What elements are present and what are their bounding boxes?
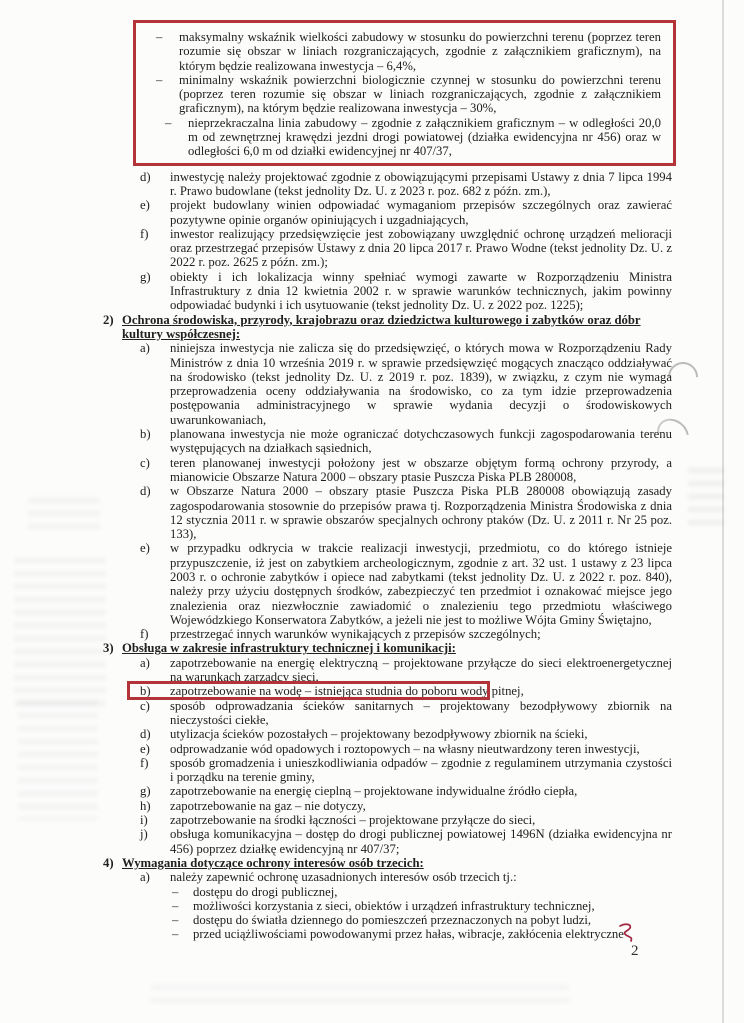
item-label: a) bbox=[140, 870, 150, 885]
item-label: f) bbox=[140, 226, 149, 241]
dash-bullet: – bbox=[172, 898, 179, 913]
item-label: e) bbox=[140, 541, 150, 556]
dash-bullet: – bbox=[156, 30, 163, 44]
list-item bbox=[172, 927, 672, 941]
list-item bbox=[140, 427, 672, 456]
section-number: 4) bbox=[103, 855, 114, 870]
list-item bbox=[140, 742, 672, 756]
list-item bbox=[156, 73, 661, 116]
bleedthrough-smudge bbox=[688, 468, 724, 528]
dash-bullet: – bbox=[172, 884, 179, 899]
bleedthrough-smudge bbox=[18, 700, 98, 820]
item-label: b) bbox=[140, 684, 151, 699]
item-text: dostępu do światła dziennego do pomieszczeń przeznaczonych na pobyt ludzi, bbox=[193, 913, 592, 928]
item-text: przed uciążliwościami powodowanymi przez hałas, wibracje, zakłócenia elektryczne bbox=[193, 927, 624, 942]
item-text: zapotrzebowanie na energię cieplną – projektowane indywidualne źródło ciepła, bbox=[170, 784, 578, 799]
document-body bbox=[103, 20, 672, 942]
item-label: d) bbox=[140, 484, 151, 499]
item-text: możliwości korzystania z sieci, obiektów i urządzeń infrastruktury technicznej, bbox=[193, 898, 595, 913]
item-label: g) bbox=[140, 269, 151, 284]
item-label: f) bbox=[140, 627, 149, 642]
list-item bbox=[140, 784, 672, 798]
item-text: przestrzegać innych warunków wynikających z przepisów szczególnych; bbox=[170, 627, 541, 642]
item-text: minimalny wskaźnik powierzchni biologicznie czynnej w stosunku do powierzchni terenu (poprzez teren rozumie się obszar w liniach rozgraniczających, zgodnie z załącznikiem graficznym), na którym będzie realizowana inwestycja – 30%, bbox=[179, 72, 661, 116]
item-text: zapotrzebowanie na środki łączności – projektowane przyłącze do sieci, bbox=[170, 813, 536, 828]
list-item bbox=[172, 913, 672, 927]
dash-bullet: – bbox=[172, 927, 179, 942]
list-item bbox=[172, 885, 672, 899]
item-text: projekt budowlany winien odpowiadać wymaganiom przepisów szczególnych oraz zawierać pozytywne opinie organów opiniujących i uzgadniających, bbox=[170, 198, 672, 227]
list-item bbox=[140, 341, 672, 427]
item-text: zapotrzebowanie na energię elektryczną – projektowane przyłącze do sieci elektroenergetycznej na warunkach zarządcy sieci, bbox=[170, 655, 672, 685]
item-text: w przypadku odkrycia w trakcie realizacji inwestycji, przedmiotu, co do którego istnieje przypuszczenie, iż jest on zabytkiem archeologicznym, zgodnie z art. 32 ust. 1 ustawy z 23 lipca 2003 r. o ochronie zabytków i opiece nad zabytkami (tekst jednolity Dz. U. z 2022 r. poz. 840), należy przy użyciu dostępnych środków, zabezpieczyć ten przedmiot i oznakować miejsce jego znalezienia oraz niezwłocznie zawiadomić o znalezieniu tego przedmiotu właściwego Wojewódzkiego Konserwatora Zabytków, a jeżeli nie jest to możliwe Wójta Gminy Świętajno, bbox=[170, 541, 672, 627]
section-title: Wymagania dotyczące ochrony interesów osób trzecich: bbox=[122, 855, 424, 870]
item-label: e) bbox=[140, 741, 150, 756]
highlight-box-indicators bbox=[133, 20, 676, 166]
item-label: c) bbox=[140, 455, 150, 470]
list-item bbox=[140, 870, 672, 884]
item-label: d) bbox=[140, 169, 151, 184]
list-item bbox=[172, 899, 672, 913]
list-item bbox=[140, 627, 672, 641]
item-text: w Obszarze Natura 2000 – obszary ptasie Puszcza Piska PLB 280008 obowiązują zasady zagospodarowania stosownie do przepisów prawa tj. Rozporządzenia Ministra Środowiska z dnia 12 stycznia 2011 r. w sprawie obszarów specjalnych ochrony ptaków (Dz. U. z 2011 r. Nr 25 poz. 133), bbox=[170, 484, 672, 542]
item-text: niniejsza inwestycja nie zalicza się do przedsięwzięć, o których mowa w Rozporządzeniu Rady Ministrów z dnia 10 września 2019 r. w sprawie przedsięwzięć mogących znacząco oddziaływać na środowisko (tekst jednolity Dz. U. z 2019 r. poz. 1839), w związku, z czym nie wymaga przeprowadzenia oceny oddziaływania na środowisko, co za tym idzie przeprowadzenia postępowania administracyjnego w sprawie wydania decyzji o środowiskowych uwarunkowaniach, bbox=[170, 341, 672, 427]
dash-bullet: – bbox=[156, 72, 163, 87]
item-label: c) bbox=[140, 698, 150, 713]
item-text: odprowadzanie wód opadowych i roztopowych – na własny nieutwardzony teren inwestycji, bbox=[170, 741, 640, 756]
item-label: b) bbox=[140, 427, 151, 442]
item-text: dostępu do drogi publicznej, bbox=[193, 884, 338, 899]
list-item bbox=[156, 30, 661, 73]
item-label: f) bbox=[140, 755, 149, 770]
bleedthrough-smudge bbox=[150, 985, 570, 1007]
list-item bbox=[140, 456, 672, 485]
list-item bbox=[140, 270, 672, 313]
item-label: j) bbox=[140, 827, 148, 842]
item-label: i) bbox=[140, 813, 148, 828]
list-item bbox=[140, 484, 672, 541]
item-text: sposób odprowadzania ścieków sanitarnych – projektowany bezodpływowy zbiornik na nieczystości ciekłe, bbox=[170, 698, 672, 727]
item-label: a) bbox=[140, 655, 150, 670]
list-item bbox=[140, 813, 672, 827]
list-item bbox=[140, 799, 672, 813]
item-label: e) bbox=[140, 198, 150, 213]
section-heading-third-parties bbox=[103, 856, 672, 870]
list-item bbox=[140, 656, 672, 685]
list-item bbox=[140, 756, 672, 785]
list-item bbox=[140, 827, 672, 856]
list-item bbox=[140, 727, 672, 741]
item-text: zapotrzebowanie na gaz – nie dotyczy, bbox=[170, 798, 366, 813]
item-text: planowana inwestycja nie może ograniczać dotychczasowych funkcji zagospodarowania terenu występujących na działkach sąsiednich, bbox=[170, 427, 672, 456]
bleedthrough-smudge bbox=[14, 558, 106, 708]
section-title: Obsługa w zakresie infrastruktury technicznej i komunikacji: bbox=[122, 641, 456, 656]
list-item bbox=[140, 541, 672, 627]
list-item-water-highlighted bbox=[140, 684, 672, 698]
item-text: inwestycję należy projektować zgodnie z obowiązującymi przepisami Ustawy z dnia 7 lipca 1994 r. Prawo budowlane (tekst jednolity Dz. U. z 2023 r. poz. 682 z późn. zm.), bbox=[170, 169, 672, 198]
item-label: h) bbox=[140, 798, 151, 813]
section-number: 3) bbox=[103, 641, 114, 656]
bleedthrough-smudge bbox=[28, 498, 100, 534]
list-item bbox=[140, 198, 672, 227]
item-label: d) bbox=[140, 727, 151, 742]
item-label: g) bbox=[140, 784, 151, 799]
section-heading-environment bbox=[103, 313, 672, 342]
section-heading-infrastructure bbox=[103, 641, 672, 655]
list-item bbox=[140, 699, 672, 728]
list-item bbox=[140, 227, 672, 270]
item-text: obiekty i ich lokalizacja winny spełniać wymogi zawarte w Rozporządzeniu Ministra Infrastruktury z dnia 12 kwietnia 2002 r. w sprawie warunków technicznych, jakim powinny odpowiadać budynki i ich usytuowanie (tekst jednolity Dz. U. z 2022 poz. 1225); bbox=[170, 269, 672, 313]
item-text: nieprzekraczalna linia zabudowy – zgodnie z załącznikiem graficznym – w odległości 20,0 m od zewnętrznej krawędzi jezdni drogi powiatowej (działka ewidencyjna nr 456) oraz w odległości 6,0 m od działki ewidencyjnej nr 407/37, bbox=[188, 115, 661, 159]
section-number: 2) bbox=[103, 312, 114, 327]
dash-bullet: – bbox=[165, 115, 172, 130]
item-text: obsługa komunikacyjna – dostęp do drogi publicznej powiatowej 1496N (działka ewidencyjna nr 456) poprzez działkę ewidencyjną nr 407/37; bbox=[170, 827, 672, 856]
page-number: 2 bbox=[631, 943, 639, 959]
dash-bullet: – bbox=[172, 913, 179, 928]
item-text: zapotrzebowanie na wodę – istniejąca studnia do poboru wody pitnej, bbox=[170, 684, 524, 699]
item-text: inwestor realizujący przedsięwzięcie jest zobowiązany uwzględnić ochronę urządzeń melioracji oraz przestrzegać przepisów Ustawy z dnia 20 lipca 2017 r. Prawo Wodne (tekst jednolity Dz. U. z 2022 r. poz. 2625 z późn. zm.); bbox=[170, 226, 672, 270]
list-item bbox=[156, 116, 661, 159]
item-text: sposób gromadzenia i unieszkodliwiania odpadów – zgodnie z regulaminem utrzymania czystości i porządku na terenie gminy, bbox=[170, 755, 672, 785]
item-text: teren planowanej inwestycji położony jest w obszarze objętym formą ochrony przyrody, a mianowicie Obszarze Natura 2000 – obszary ptasie Puszcza Piska PLB 280008, bbox=[170, 455, 672, 484]
item-label: a) bbox=[140, 341, 150, 356]
section-title: Ochrona środowiska, przyrody, krajobrazu oraz dziedzictwa kulturowego i zabytków oraz dóbr kultury współczesnej: bbox=[122, 312, 641, 341]
list-item bbox=[140, 170, 672, 199]
item-text: utylizacja ścieków pozostałych – projektowany bezodpływowy zbiornik na ścieki, bbox=[170, 727, 588, 742]
item-text: maksymalny wskaźnik wielkości zabudowy w stosunku do powierzchni terenu (poprzez teren rozumie się obszar w liniach rozgraniczających, zgodnie z załącznikiem graficznym), na którym będzie realizowana inwestycja – 6,4%, bbox=[179, 30, 661, 73]
item-text: należy zapewnić ochronę uzasadnionych interesów osób trzecich tj.: bbox=[170, 870, 517, 885]
